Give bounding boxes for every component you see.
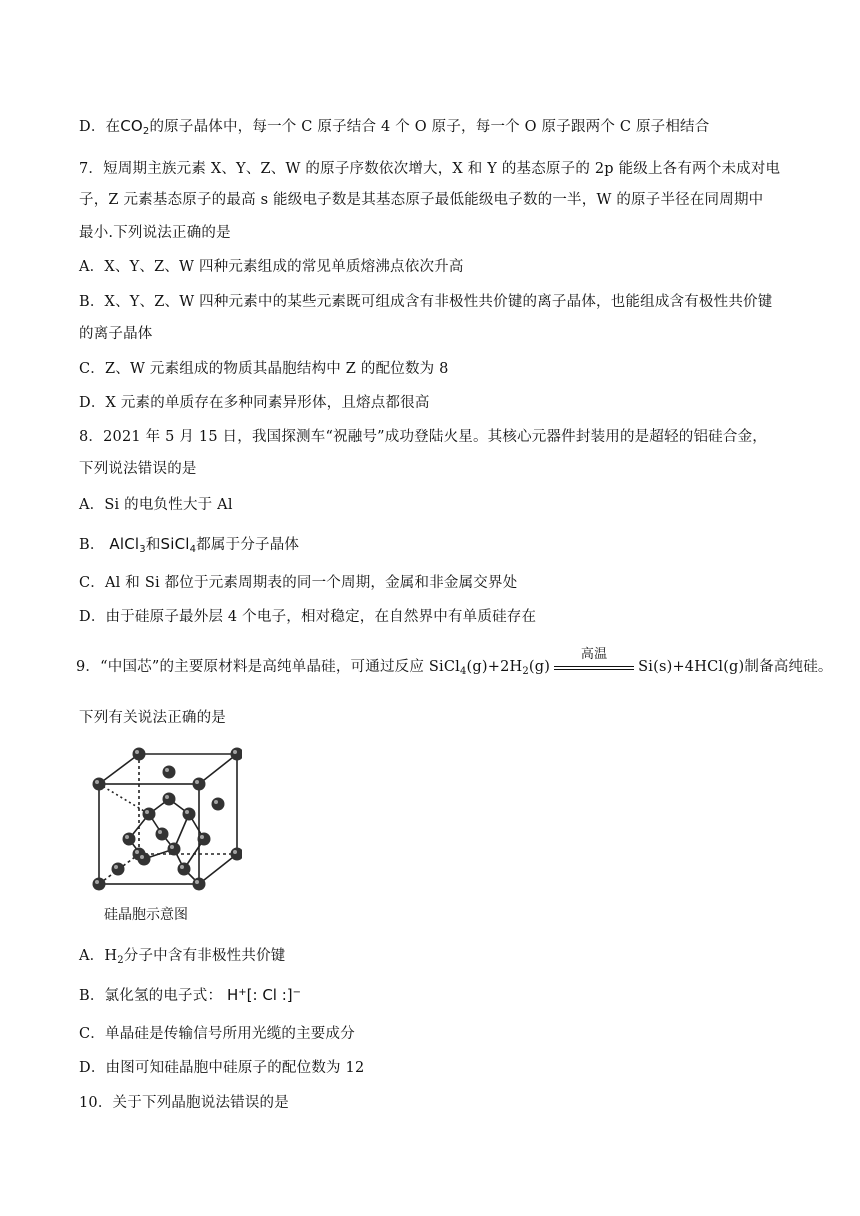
q9-option-b: B．氯化氢的电子式： H+[: Cl :]−	[79, 986, 302, 1004]
q7-option-b-line-1: B．X、Y、Z、W 四种元素中的某些元素既可组成含有非极性共价键的离子晶体，也能组成含有极性共价键	[79, 294, 773, 310]
q9-stem-line-1: 9．“中国芯”的主要原材料是高纯单晶硅，可通过反应 $SiCl_4(g)+2H_2(g)$ 高温 Si(s)+4HCl(g)制备高纯硅。	[76, 647, 833, 677]
q7-option-d: D．X 元素的单质存在多种同素异形体，且熔点都很高	[79, 395, 430, 411]
hcl-electron-formula: H+[: Cl :]−	[226, 986, 302, 1004]
q8-option-c: C．Al 和 Si 都位于元素周期表的同一个周期，金属和非金属交界处	[79, 575, 518, 591]
q8-option-d: D．由于硅原子最外层 4 个电子，相对稳定，在自然界中有单质硅存在	[79, 609, 537, 625]
q9-option-c: C．单晶硅是传输信号所用光缆的主要成分	[79, 1026, 355, 1042]
q10-stem: 10．关于下列晶胞说法错误的是	[79, 1095, 289, 1111]
q8-stem-line-1: 8．2021 年 5 月 15 日，我国探测车“祝融号”成功登陆火星。其核心元器件封装用的是超轻的铝硅合金，	[79, 429, 767, 445]
q8-option-b: B． AlCl$_3$和SiCl$_4$都属于分子晶体	[79, 535, 300, 555]
reaction-condition-arrow: 高温	[554, 657, 634, 677]
q7-stem-line-2: 子，Z 元素基态原子的最高 s 能级电子数是其基态原子最低能级电子数的一半，W 的原子半径在同周期中	[79, 192, 764, 208]
q7-option-c: C．Z、W 元素组成的物质其晶胞结构中 Z 的配位数为 8	[79, 361, 449, 377]
co2-formula: $CO_2$	[120, 117, 150, 137]
sicl4-formula: SiCl$_4$	[160, 535, 197, 555]
q9-option-a: A．$H_2$分子中含有非极性共价键	[79, 948, 286, 966]
alcl3-formula: AlCl$_3$	[109, 535, 146, 555]
q8-option-a: A．Si 的电负性大于 Al	[79, 497, 233, 513]
q7-option-a: A．X、Y、Z、W 四种元素组成的常见单质熔沸点依次升高	[79, 259, 464, 275]
q8-stem-line-2: 下列说法错误的是	[79, 461, 197, 477]
q7-stem-line-1: 7．短周期主族元素 X、Y、Z、W 的原子序数依次增大，X 和 Y 的基态原子的 2p 能级上各有两个未成对电	[79, 161, 781, 177]
q7-stem-line-3: 最小.下列说法正确的是	[79, 225, 231, 241]
q9-stem-line-2: 下列有关说法正确的是	[79, 710, 226, 726]
diagram-caption: 硅晶胞示意图	[104, 907, 188, 923]
silicon-unit-cell-diagram	[82, 742, 242, 900]
q7-option-b-line-2: 的离子晶体	[79, 326, 153, 342]
q9-option-d: D．由图可知硅晶胞中硅原子的配位数为 12	[79, 1060, 365, 1076]
q6-option-d: D．在$CO_2$的原子晶体中，每一个 C 原子结合 4 个 O 原子，每一个 O 原子跟两个 C 原子相结合	[79, 117, 710, 137]
